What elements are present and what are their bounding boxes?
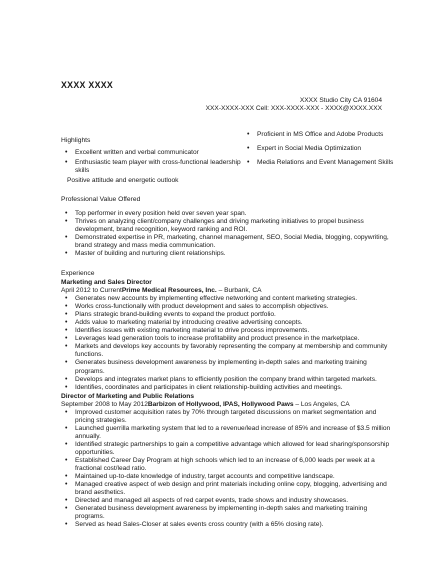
highlights-title: Highlights xyxy=(61,137,91,144)
experience-section xyxy=(61,270,391,529)
list-item: • Markets and develops key accounts by favorably representing the company at membership and community functions. xyxy=(61,343,391,359)
list-item: • Expert in Social Media Optimization xyxy=(243,145,403,153)
list-item: • Enthusiastic team player with cross-functional leadership skills xyxy=(61,159,241,175)
value-title: Professional Value Offered xyxy=(61,196,141,203)
list-item: • Maintained up-to-date knowledge of industry, target accounts and competitive landscape. xyxy=(61,473,391,481)
list-item: • Proficient in MS Office and Adobe Products xyxy=(243,131,403,139)
list-item: • Identifies issues with existing marketing material to drive process improvements. xyxy=(61,327,391,335)
job-meta xyxy=(61,401,391,409)
list-item: • Works cross-functionally with product development and sales to accomplish objectives. xyxy=(61,303,391,311)
list-item: • Improved customer acquisition rates by 70% through targeted discussions on market segmentation and pricing strategies. xyxy=(61,409,391,425)
list-item: • Plans strategic brand-building events to expand the product portfolio. xyxy=(61,311,391,319)
job-location: – Los Angeles, CA xyxy=(293,400,350,408)
list-item: • Generates business development awareness by implementing in-depth sales and marketing training programs. xyxy=(61,359,391,375)
list-item: • Served as head Sales-Closer at sales events cross country (with a 65% closing rate). xyxy=(61,521,391,529)
job-duties-list xyxy=(61,409,391,529)
job-meta xyxy=(61,287,391,295)
list-item: • Master of building and nurturing client relationships. xyxy=(61,250,391,258)
list-item: • Adds value to marketing material by introducing creative advertising concepts. xyxy=(61,319,391,327)
experience-title: Experience xyxy=(61,270,95,277)
highlight-plain-item: Positive attitude and energetic outlook xyxy=(67,177,179,185)
job-dates: April 2012 to Current xyxy=(61,287,122,295)
list-item: • Generates new accounts by implementing effective networking and content marketing strategies. xyxy=(61,295,391,303)
list-item: • Develops and integrates market plans to efficiently position the company brand within targeted markets. xyxy=(61,376,391,384)
list-item: • Directed and managed all aspects of red carpet events, trade shows and industry showcases. xyxy=(61,497,391,505)
list-item: • Generated business development awareness by implementing in-depth sales and marketing training programs. xyxy=(61,505,391,521)
list-item: • Launched guerrilla marketing system that led to a revenue/lead increase of 85% and increase of $3.5 million annually. xyxy=(61,425,391,441)
job-dates: September 2008 to May 2012 xyxy=(61,400,148,408)
job-title: Marketing and Sales Director xyxy=(61,279,152,287)
list-item: • Demonstrated expertise in PR, marketing, channel management, SEO, Social Media, blogging, copywriting, brand strategy and mass media communication. xyxy=(61,234,391,250)
job-company: Prime Medical Resources, Inc. xyxy=(121,287,217,295)
address-line: XXXX Studio City CA 91604 xyxy=(299,97,382,104)
highlights-section xyxy=(61,137,241,185)
list-item: • Leverages lead generation tools to increase profitability and product presence in the marketplace. xyxy=(61,335,391,343)
list-item: • Managed creative aspect of web design and print materials including online copy, blogging, advertising and brand aesthetics. xyxy=(61,481,391,497)
list-item: • Identified strategic partnerships to gain a competitive advantage which allowed for lead sharing/sponsorship opportunities. xyxy=(61,441,391,457)
job-title: Director of Marketing and Public Relations xyxy=(61,392,194,400)
candidate-name: XXXX XXXX xyxy=(61,80,114,90)
list-item: • Excellent written and verbal communicator xyxy=(61,149,241,157)
value-section xyxy=(61,196,391,258)
highlights-right-list xyxy=(243,131,403,167)
list-item: • Identifies, coordinates and participates in client relationship-building activities and meetings. xyxy=(61,384,391,392)
value-list xyxy=(61,210,391,258)
list-item: • Thrives on analyzing client/company challenges and driving marketing initiatives to propel business development, brand recognition, keyword ranking and ROI. xyxy=(61,218,391,234)
contact-line: XXX-XXXX-XXX Cell: XXX-XXXX-XXX - XXXX@XXXX.XXX xyxy=(205,105,382,113)
job-duties-list xyxy=(61,295,391,391)
list-item: • Media Relations and Event Management Skills xyxy=(243,159,403,167)
contact-block xyxy=(206,97,382,113)
list-item: • Established Career Day Program at high schools which led to an increase of 6,000 leads per week at a fractional cost/lead ratio. xyxy=(61,457,391,473)
job-location: – Burbank, CA xyxy=(216,287,262,295)
job-company: Barbizon of Hollywood, IPAS, Hollywood Paws xyxy=(147,400,294,408)
highlights-right-column xyxy=(243,131,403,173)
list-item: • Top performer in every position held over seven year span. xyxy=(61,210,391,218)
highlights-left-list xyxy=(61,149,241,175)
